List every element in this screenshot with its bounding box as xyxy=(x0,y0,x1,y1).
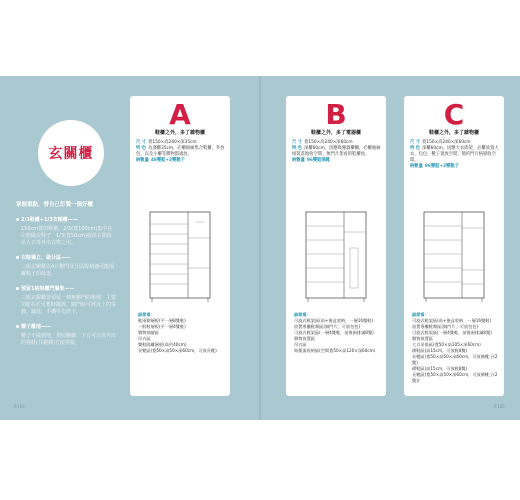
tip xyxy=(16,286,116,316)
legend: 細節看： 鞋兩側層板(平一層8雙鞋) 一般鞋層板(平一層4雙鞋) 雜物抽屜區 吊衣區 雙鞋隔離層板(高約40cm) 長靴區(寬50×高50×深60cm，可放長靴) xyxy=(138,312,226,354)
legend-item: 放置專櫃鞋類區(無門片，可放包包) xyxy=(294,324,361,329)
page-number: P.185 xyxy=(494,404,505,409)
spec-row: 尺 寸 寬150×高240×深60cm xyxy=(410,140,471,145)
tip xyxy=(16,324,116,347)
tip-title: 預留1格無櫃門層架—— xyxy=(21,286,75,292)
card-letter: B xyxy=(325,98,347,131)
spec-row: 納數量 48雙鞋+2雙靴子 xyxy=(136,158,185,163)
card-subtitle: 鞋櫃之外，多了雜物櫃 xyxy=(154,130,205,136)
spec-row: 特 色 為淺櫃35cm，必櫃抽屜集合鞋櫃，外放包、以及小櫃等雜物都適放。 xyxy=(136,146,225,157)
cabinet-b-drawing xyxy=(296,208,376,304)
legend-item: 可旋式鞋架區(前+後盒收納，一層16雙鞋) xyxy=(294,318,374,323)
legend-item: 長靴區(寬50×高50×深60cm，可放備靴子(2雙) xyxy=(412,354,498,365)
spec-list xyxy=(292,140,382,164)
page-title: 玄關櫃 xyxy=(48,146,94,162)
cabinet-c-drawing xyxy=(414,208,494,304)
spec-row: 特 色 深櫃60cm，因應大衣掛架、必櫃放置大衣、包包、靴子置放空間，簡約門片格層收空間。 xyxy=(410,146,499,163)
card-subtitle: 鞋櫃之外，多了電器櫃 xyxy=(310,130,361,136)
cabinet-card-b xyxy=(286,96,386,396)
cabinet-a-drawing xyxy=(140,208,220,304)
legend: 細節看： 可旋式鞋架區(前+後盒收納，一層16雙鞋) 放置專櫃鞋類區(無門片，可放包包) 可旋式鞋架區(一層4雙鞋，前後兩排鋪8雙) 雜物放置區 大衣吊掛區(寬50×高105×深60cm) 備鞋區(高15cm，可放鞋8雙) 長靴區(寬50×高50×深60cm，可放備靴子(2雙) 備鞋區(高15cm，可放鞋8雙) 長靴區(寬50×高50×深60cm，可放備靴子(2雙)) xyxy=(412,312,500,384)
bullet-icon xyxy=(16,218,19,221)
legend-item: 雜物抽屜區 xyxy=(138,330,159,335)
spec-list xyxy=(136,140,226,164)
legend-item: 可旋式鞋架區(一層4雙鞋，前後兩排鋪8雙) xyxy=(294,330,374,335)
legend-item: 備鞋區(高15cm，可放鞋8雙) xyxy=(412,366,468,371)
tip-title: 衣鞋獨立、做分區—— xyxy=(21,255,72,261)
spec-row: 納數量 96雙鞋隔靴 xyxy=(292,158,331,163)
spec-row: 納數量 96雙鞋+2雙靴子 xyxy=(410,164,459,169)
legend-item: 吊衣區 xyxy=(138,336,151,341)
tip-body: 三組玄關櫃以4片櫃門及分區收納適可能隔離鞋子的味道。 xyxy=(21,264,115,277)
tip-title: 櫃子離地—— xyxy=(21,324,52,330)
page-number: P.183 xyxy=(14,404,25,409)
legend-item: 放置專櫃鞋類區(無門片，可放包包) xyxy=(412,324,479,329)
legend-item: 雜物放置區 xyxy=(294,336,315,341)
spec-list xyxy=(410,140,500,170)
cabinet-card-a xyxy=(130,96,230,396)
card-letter: C xyxy=(443,98,465,131)
legend-item: 雜物放置區 xyxy=(412,336,433,341)
page-fold xyxy=(259,76,261,420)
bullet-icon xyxy=(16,287,19,290)
title-badge xyxy=(38,120,104,186)
legend-item: 雙鞋隔離層板(高約40cm) xyxy=(138,342,187,347)
legend-item: 鞋兩側層板(平一層8雙鞋) xyxy=(138,318,186,323)
legend-item: 可旋式鞋架區(前+後盒收納，一層16雙鞋) xyxy=(412,318,492,323)
legend-item: 一般鞋層板(平一層4雙鞋) xyxy=(138,324,186,329)
tip-body: 三組玄關櫃皆預留一個無櫃門的格層，主要功能在於可暫時擺放，隨門時可將身上的零錢、鑰匙、手機等先放下。 xyxy=(21,295,117,315)
bullet-icon xyxy=(16,325,19,328)
tip-title: 2/3鞋櫃+1/3衣帽櫃—— xyxy=(21,217,78,223)
card-letter: A xyxy=(169,98,191,131)
tip-body: 櫃子不做到地，預留櫃腳，下方可以放外出的拖鞋(共鍵陳)方便穿脫。 xyxy=(21,333,117,346)
cabinet-card-c xyxy=(404,96,504,396)
tip-body: 150cm寬的鞋櫃，2/3(寬100cm)集中在左側做放鞋子，1/3(寬50cm)提供右側掛吊大衣等外出衣物之用。 xyxy=(21,226,113,246)
book-spread xyxy=(0,76,520,420)
legend-item: 長靴區(寬50×高50×深60cm，可放長靴) xyxy=(138,348,217,353)
spec-row: 尺 寸 寬150×高240×深60cm xyxy=(292,140,353,145)
legend-item: 大衣吊掛區(寬50×高105×深60cm) xyxy=(412,342,481,347)
legend: 細節看： 可旋式鞋架區(前+後盒收納，一層16雙鞋) 放置專櫃鞋類區(無門片，可放包包) 可旋式鞋架區(一層4雙鞋，前後兩排鋪8雙) 雜物放置區 吊衣區 吸塵器收納區(空間寬50×高120×深60cm) xyxy=(294,312,382,354)
headline: 掌握重點，替自己訂製一個好櫃 xyxy=(16,202,94,208)
card-subtitle: 鞋櫃之外，多了雜物櫃 xyxy=(428,130,479,136)
tip xyxy=(16,255,116,278)
left-column xyxy=(16,202,116,355)
legend-item: 吸塵器收納區(空間寬50×高120×深60cm) xyxy=(294,348,376,353)
legend-item: 吊衣區 xyxy=(294,342,307,347)
tip xyxy=(16,217,116,247)
legend-item: 備鞋區(高15cm，可放鞋8雙) xyxy=(412,348,468,353)
legend-item: 長靴區(寬50×高50×深60cm，可放備靴子(2雙)) xyxy=(412,372,498,383)
spec-row: 尺 寸 寬150×高240×深35cm xyxy=(136,140,197,145)
legend-item: 可旋式鞋架區(一層4雙鞋，前後兩排鋪8雙) xyxy=(412,330,492,335)
spec-row: 特 色 深櫃60cm，因應吸塵器櫃櫃，必櫃抽屜組裝落地收空間、無門片架看的鞋櫃放。 xyxy=(292,146,381,157)
bullet-icon xyxy=(16,256,19,259)
